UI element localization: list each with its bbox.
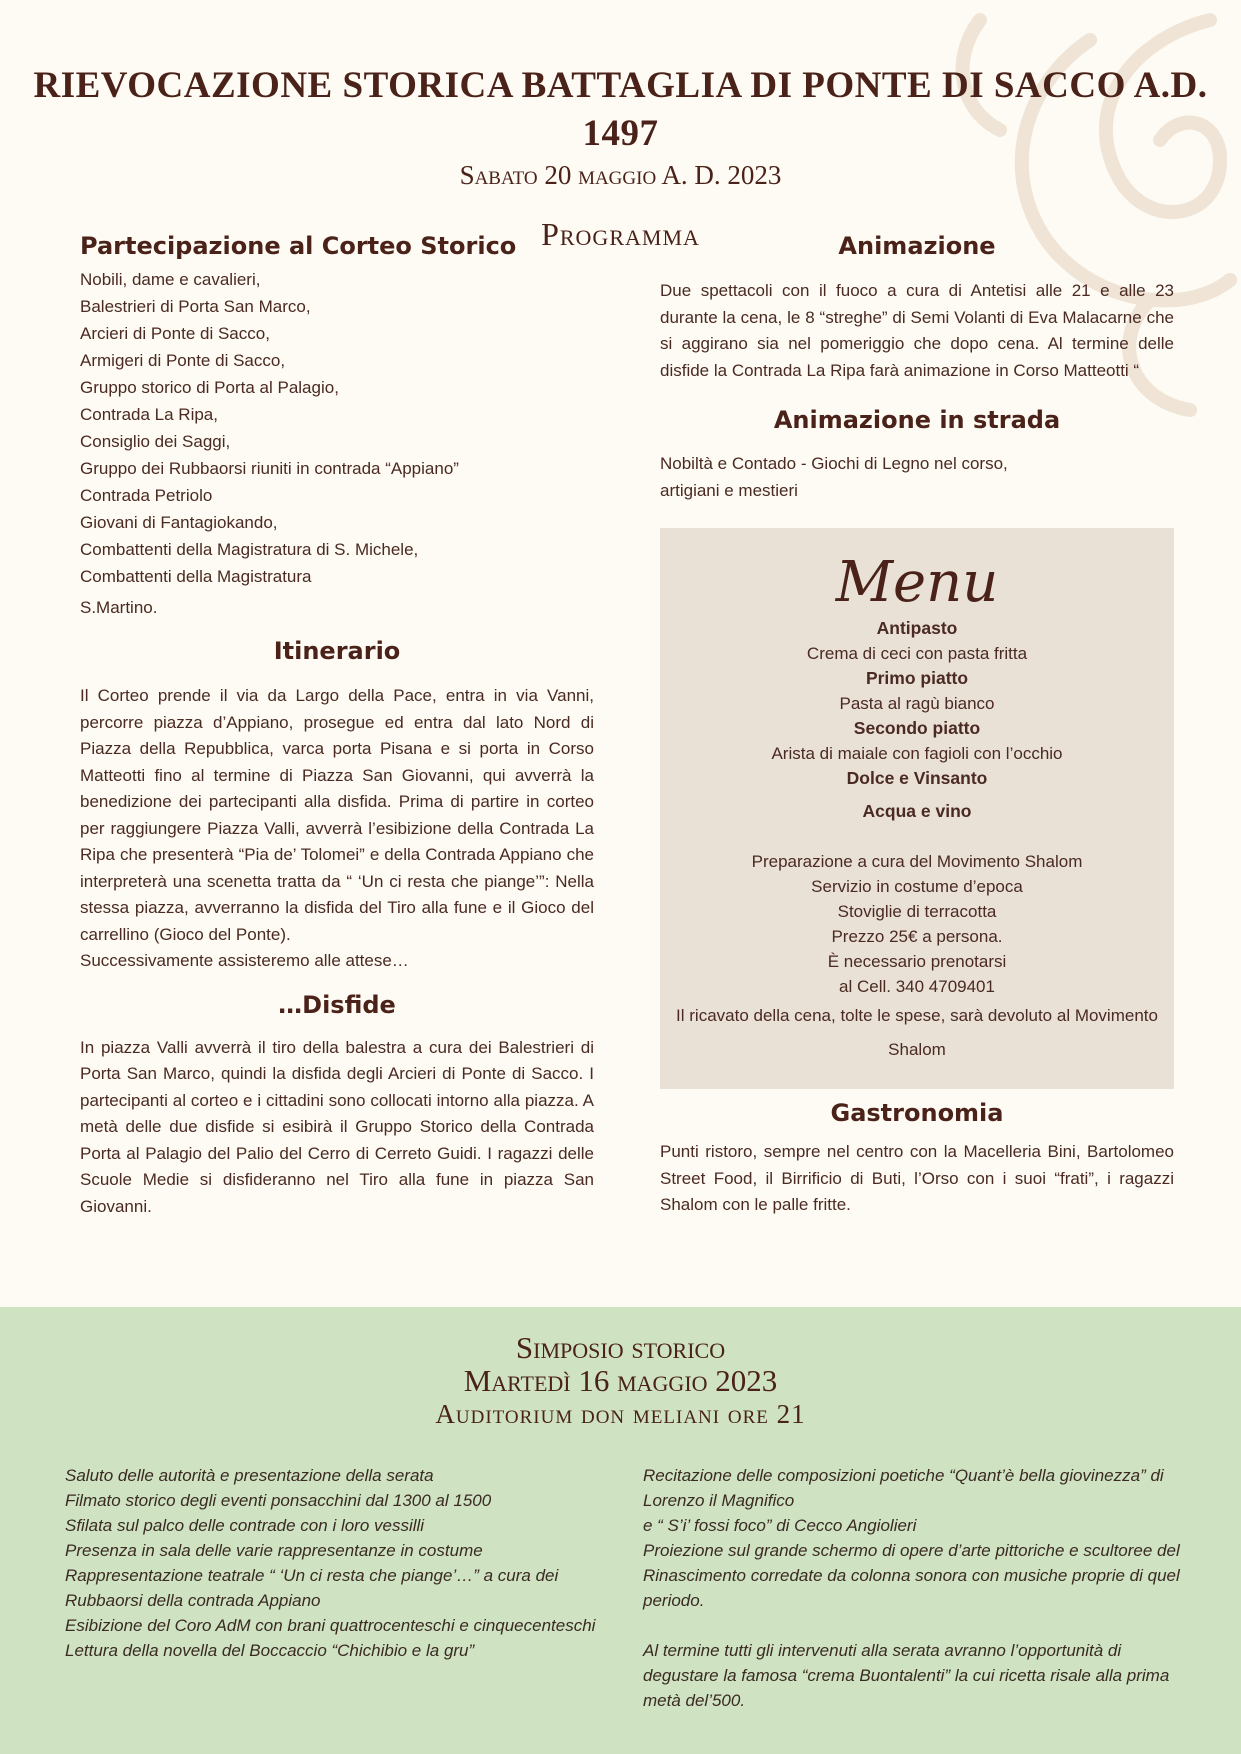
- menu-dish: Arista di maiale con fagioli con l’occhio: [771, 744, 1063, 763]
- list-item: Armigeri di Ponte di Sacco,: [80, 351, 286, 370]
- menu-info-line: Il ricavato della cena, tolte le spese, sarà devoluto al Movimento Shalom: [676, 1006, 1158, 1059]
- simposio-left-list: [65, 1463, 613, 1663]
- menu-course-label: Dolce e Vinsanto: [846, 768, 988, 788]
- list-item: Giovani di Fantagiokando,: [80, 513, 278, 532]
- left-column: [80, 228, 594, 1220]
- list-item: Gruppo storico di Porta al Palagio,: [80, 378, 339, 397]
- list-item: Combattenti della Magistratura di S. Michele,: [80, 540, 419, 559]
- menu-course-label: Acqua e vino: [862, 801, 972, 821]
- list-item: Rappresentazione teatrale “ ‘Un ci resta che piange’…” a cura dei Rubbaorsi della contrada Appiano: [65, 1566, 559, 1610]
- menu-course-label: Primo piatto: [865, 668, 969, 688]
- list-item: Nobili, dame e cavalieri,: [80, 270, 261, 289]
- simposio-right-list: [643, 1463, 1183, 1713]
- programma-heading: Programma: [541, 216, 700, 252]
- menu-info-line: Preparazione a cura del Movimento Shalom: [751, 852, 1083, 871]
- menu-dish: Pasta al ragù bianco: [839, 694, 995, 713]
- itinerario-last: Successivamente assisteremo alle attese…: [80, 951, 409, 970]
- list-item: Proiezione sul grande schermo di opere d’arte pittoriche e scultoree del Rinascimento corredate da colonna sonora con musiche proprie di quel periodo.: [643, 1541, 1180, 1610]
- list-item: e “ S’i’ fossi foco” di Cecco Angiolieri: [643, 1516, 917, 1535]
- menu-course-label: Secondo piatto: [853, 718, 981, 738]
- menu-title: Menu: [835, 550, 999, 615]
- main-title: RIEVOCAZIONE STORICA BATTAGLIA DI PONTE DI SACCO A.D. 1497: [33, 65, 1208, 154]
- list-item: Gruppo dei Rubbaorsi riuniti in contrada “Appiano”: [80, 459, 459, 478]
- animazione-heading: Animazione: [838, 232, 996, 260]
- strada-line: Nobiltà e Contado - Giochi di Legno nel corso,: [660, 454, 1008, 473]
- simposio-title: Simposio storico: [515, 1330, 726, 1365]
- list-item: Lettura della novella del Boccaccio “Chichibio e la gru”: [65, 1641, 475, 1660]
- disfide-heading: …Disfide: [278, 990, 396, 1019]
- strada-line: artigiani e mestieri: [660, 481, 798, 500]
- simposio-header: [0, 1331, 1241, 1431]
- menu-box: [660, 528, 1174, 1089]
- list-item: Sfilata sul palco delle contrade con i loro vessilli: [65, 1516, 425, 1535]
- simposio-place: Auditorium don meliani ore 21: [435, 1399, 806, 1429]
- list-item: S.Martino.: [80, 598, 158, 617]
- corteo-heading: Partecipazione al Corteo Storico: [80, 232, 517, 260]
- menu-course-label: Antipasto: [876, 618, 958, 638]
- simposio-date: Martedì 16 maggio 2023: [463, 1363, 778, 1398]
- list-item: Presenza in sala delle varie rappresentanze in costume: [65, 1541, 483, 1560]
- list-item: Balestrieri di Porta San Marco,: [80, 297, 311, 316]
- menu-info-line: Servizio in costume d’epoca: [811, 877, 1023, 896]
- list-item: Consiglio dei Saggi,: [80, 432, 231, 451]
- itinerario-heading: Itinerario: [273, 637, 401, 665]
- list-item: Contrada Petriolo: [80, 486, 213, 505]
- gastronomia-heading: Gastronomia: [830, 1099, 1004, 1127]
- gastronomia-text: Punti ristoro, sempre nel centro con la Macelleria Bini, Bartolomeo Street Food, il Birrificio di Buti, l’Orso con i suoi “frati”, i ragazzi Shalom con le palle fritte.: [660, 1142, 1174, 1214]
- menu-info-line: Prezzo 25€ a persona.: [831, 927, 1003, 946]
- corteo-list: [80, 266, 594, 621]
- menu-info-line: al Cell. 340 4709401: [839, 977, 995, 996]
- list-item: Recitazione delle composizioni poetiche “Quant’è bella giovinezza” di Lorenzo il Magnifico: [643, 1466, 1164, 1510]
- menu-dish: Crema di ceci con pasta fritta: [806, 644, 1028, 663]
- simposio-closing: Al termine tutti gli intervenuti alla serata avranno l’opportunità di degustare la famosa “crema Buontalenti” la cui ricetta risale alla prima metà del’500.: [643, 1641, 1170, 1710]
- list-item: Esibizione del Coro AdM con brani quattrocenteschi e cinquecenteschi: [65, 1616, 596, 1635]
- strada-heading: Animazione in strada: [773, 406, 1061, 434]
- animazione-text: Due spettacoli con il fuoco a cura di Antetisi alle 21 e alle 23 durante la cena, le 8 “streghe” di Semi Volanti di Eva Malacarne che si aggirano sia nel pomeriggio che dopo cena. Al termine delle disfide la Contrada La Ripa farà animazione in Corso Matteotti “: [660, 281, 1174, 380]
- event-date: Sabato 20 maggio A. D. 2023: [459, 160, 782, 190]
- itinerario-text: Il Corteo prende il via da Largo della Pace, entra in via Vanni, percorre piazza d’Appiano, prosegue ed entra dal lato Nord di Piazza della Repubblica, varca porta Pisana e si porta in Corso Matteotti fino al termine di Piazza San Giovanni, qui avverrà la benedizione dei partecipanti alla disfida. Prima di partire in corteo per raggiungere Piazza Valli, avverrà l’esibizione della Contrada La Ripa che presenterà “Pia de’ Tolomei” e della Contrada Appiano che interpreterà una scenetta tratta da “ ‘Un ci resta che piange’”: Nella stessa piazza, avverranno la disfida del Tiro alla fune e il Gioco del carrellino (Gioco del Ponte).: [80, 686, 594, 944]
- list-item: Filmato storico degli eventi ponsacchini dal 1300 al 1500: [65, 1491, 492, 1510]
- disfide-text: In piazza Valli avverrà il tiro della balestra a cura dei Balestrieri di Porta San Marco, quindi la disfida degli Arcieri di Ponte di Sacco. I partecipanti al corteo e i cittadini sono collocati intorno alla piazza. A metà delle due disfide si esibirà il Gruppo Storico della Contrada Porta al Palagio del Palio del Cerro di Cerreto Guidi. I ragazzi delle Scuole Medie si disfideranno nel Tiro alla fune in piazza San Giovanni.: [80, 1037, 594, 1216]
- list-item: Saluto delle autorità e presentazione della serata: [65, 1466, 434, 1485]
- strada-text: [660, 450, 1174, 504]
- header: [0, 62, 1241, 254]
- menu-info-line: Stoviglie di terracotta: [837, 902, 997, 921]
- list-item: Arcieri di Ponte di Sacco,: [80, 324, 270, 343]
- menu-info-line: È necessario prenotarsi: [827, 952, 1007, 971]
- right-column: [660, 228, 1174, 1219]
- list-item: Combattenti della Magistratura: [80, 567, 312, 586]
- list-item: Contrada La Ripa,: [80, 405, 218, 424]
